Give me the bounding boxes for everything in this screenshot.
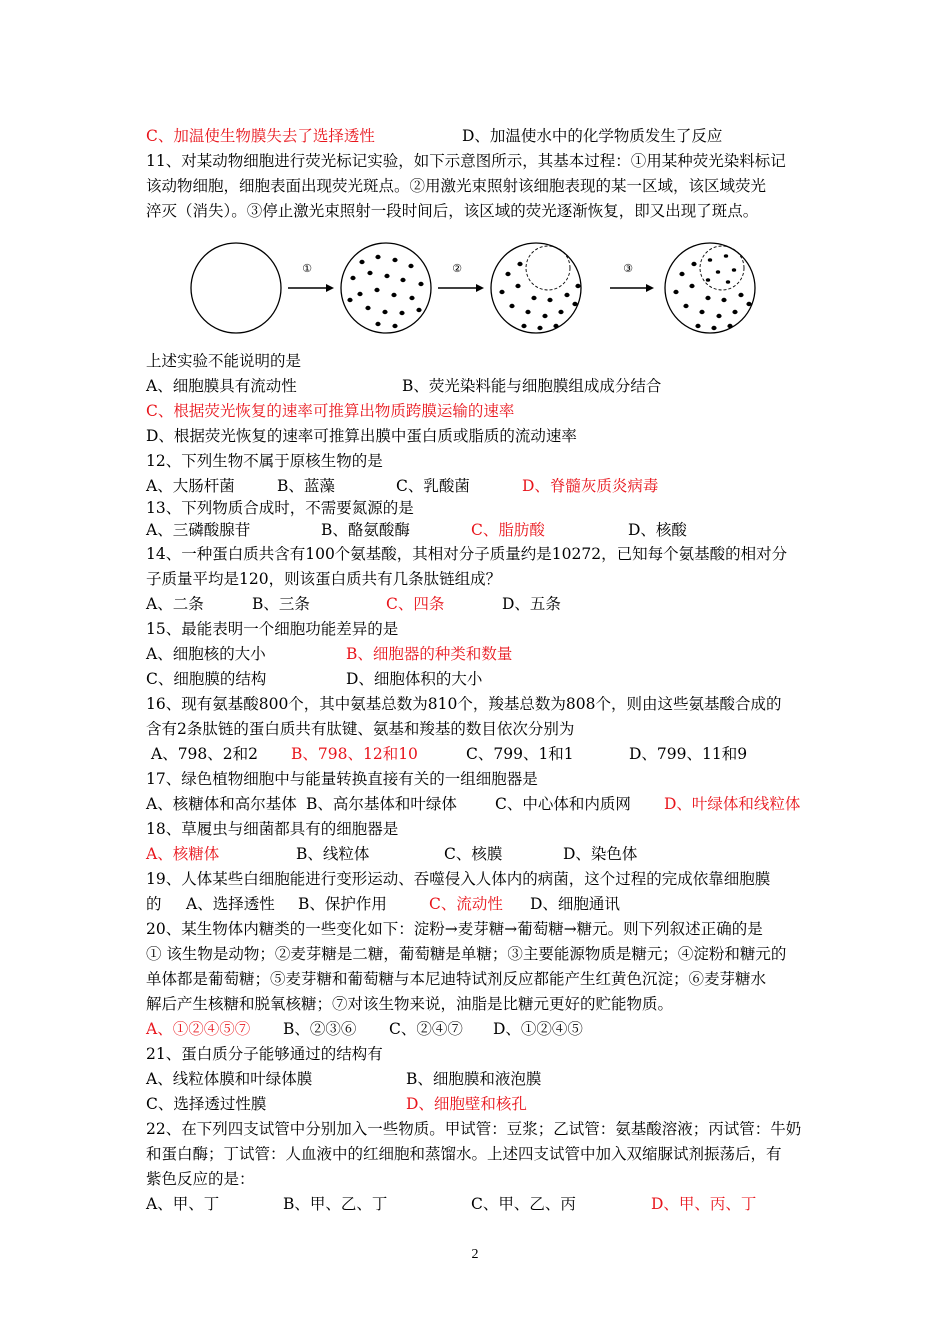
- q18-option-b: B、线粒体: [296, 845, 370, 863]
- page-number: 2: [471, 1247, 479, 1262]
- q22-stem-line3: 紫色反应的是：: [146, 1170, 255, 1188]
- q19-option-d: D、细胞通讯: [530, 895, 620, 913]
- q20-option-a: A、①②④⑤⑦: [146, 1020, 251, 1038]
- arrow-step-2: [438, 262, 484, 292]
- q19-option-a: A、选择透性: [186, 895, 275, 913]
- q18-option-c: C、核膜: [444, 845, 503, 863]
- q11-option-b: B、荧光染料能与细胞膜组成成分结合: [402, 377, 662, 395]
- q16-stem-line1: 16、现有氨基酸800个，其中氨基总数为810个，羧基总数为808个，则由这些氨基酸合成的: [146, 695, 782, 713]
- q18-option-a: A、核糖体: [146, 845, 220, 863]
- q16-option-d: D、799、11和9: [629, 745, 748, 763]
- arrow-numeral-2: ②: [452, 262, 462, 275]
- fluorescence-diagram-part2: [610, 240, 820, 335]
- q11-stem-line1: 11、对某动物细胞进行荧光标记实验，如下示意图所示，其基本过程：①用某种荧光染料标记: [146, 152, 786, 170]
- q20-option-c: C、②④⑦: [389, 1020, 463, 1038]
- q19-option-b: B、保护作用: [298, 895, 387, 913]
- q17-option-a: A、核糖体和高尔基体: [146, 795, 297, 813]
- q10-option-d: D、加温使水中的化学物质发生了反应: [462, 127, 723, 145]
- q13-stem: 13、下列物质合成时，不需要氮源的是: [146, 499, 414, 517]
- q14-option-b: B、三条: [252, 595, 310, 613]
- q20-stem-line3: 单体都是葡萄糖；⑤麦芽糖和葡萄糖与本尼迪特试剂反应都能产生红黄色沉淀；⑥麦芽糖水: [146, 970, 767, 988]
- q11-stem-line3: 淬灭（消失）。③停止激光束照射一段时间后，该区域的荧光逐渐恢复，即又出现了斑点。: [146, 202, 759, 220]
- arrow-numeral-3: ③: [623, 262, 633, 275]
- q17-option-c: C、中心体和内质网: [495, 795, 631, 813]
- q13-option-d: D、核酸: [628, 521, 687, 539]
- q22-stem-line1: 22、在下列四支试管中分别加入一些物质。甲试管：豆浆；乙试管：氨基酸溶液；丙试管：牛奶: [146, 1120, 802, 1138]
- cell-labeled: [341, 243, 431, 333]
- q11-ask: 上述实验不能说明的是: [146, 352, 302, 370]
- q12-option-a: A、大肠杆菌: [146, 477, 235, 495]
- q16-option-b: B、798、12和10: [291, 745, 418, 763]
- q20-option-b: B、②③⑥: [283, 1020, 357, 1038]
- arrow-step-3: [610, 262, 654, 292]
- q15-option-c: C、细胞膜的结构: [146, 670, 267, 688]
- q15-option-d: D、细胞体积的大小: [346, 670, 483, 688]
- q13-option-b: B、酪氨酸酶: [321, 521, 410, 539]
- q20-stem-line1: 20、某生物体内糖类的一些变化如下：淀粉→麦芽糖→葡萄糖→糖元。则下列叙述正确的是: [146, 920, 763, 938]
- q20-stem-line4: 解后产生核糖和脱氧核糖；⑦对该生物来说，油脂是比糖元更好的贮能物质。: [146, 995, 674, 1013]
- cell-bleached: [491, 243, 581, 333]
- q11-option-a: A、细胞膜具有流动性: [146, 377, 297, 395]
- q21-option-a: A、线粒体膜和叶绿体膜: [146, 1070, 313, 1088]
- q22-option-b: B、甲、乙、丁: [283, 1195, 388, 1213]
- q22-option-d: D、甲、丙、丁: [651, 1195, 757, 1213]
- q16-option-a: A、798、2和2: [151, 745, 259, 763]
- q19-stem-line1: 19、人体某些白细胞能进行变形运动、吞噬侵入人体内的病菌，这个过程的完成依靠细胞膜: [146, 870, 771, 888]
- q19-stem-line2: 的: [146, 895, 162, 913]
- q14-stem-line2: 子质量平均是120，则该蛋白质共有几条肽链组成？: [146, 570, 502, 588]
- arrow-numeral-1: ①: [302, 262, 312, 275]
- q12-option-c: C、乳酸菌: [396, 477, 470, 495]
- q15-stem: 15、最能表明一个细胞功能差异的是: [146, 620, 399, 638]
- q12-stem: 12、下列生物不属于原核生物的是: [146, 452, 383, 470]
- q17-option-d: D、叶绿体和线粒体: [664, 795, 801, 813]
- q14-option-c: C、四条: [386, 595, 445, 613]
- q17-stem: 17、绿色植物细胞中与能量转换直接有关的一组细胞器是: [146, 770, 538, 788]
- q21-option-d: D、细胞壁和核孔: [406, 1095, 527, 1113]
- bleached-region: [526, 246, 570, 290]
- q14-stem-line1: 14、一种蛋白质共含有100个氨基酸，其相对分子质量约是10272，已知每个氨基酸的相对分: [146, 545, 788, 563]
- cell-recovered: [665, 243, 755, 333]
- q20-stem-line2: ① 该生物是动物；②麦芽糖是二糖，葡萄糖是单糖；③主要能源物质是糖元；④淀粉和糖元的: [146, 945, 787, 963]
- q22-option-a: A、甲、丁: [146, 1195, 220, 1213]
- cell-unlabeled: [191, 243, 281, 333]
- fluorescence-diagram: [190, 240, 610, 335]
- q15-option-b: B、细胞器的种类和数量: [346, 645, 513, 663]
- q13-option-a: A、三磷酸腺苷: [146, 521, 251, 539]
- q16-option-c: C、799、1和1: [466, 745, 574, 763]
- q21-stem: 21、蛋白质分子能够通过的结构有: [146, 1045, 383, 1063]
- q20-option-d: D、①②④⑤: [493, 1020, 583, 1038]
- q15-option-a: A、细胞核的大小: [146, 645, 266, 663]
- q16-stem-line2: 含有2条肽链的蛋白质共有肽键、氨基和羧基的数目依次分别为: [146, 720, 575, 738]
- q11-option-d: D、根据荧光恢复的速率可推算出膜中蛋白质或脂质的流动速率: [146, 427, 577, 445]
- q21-option-c: C、选择透过性膜: [146, 1095, 267, 1113]
- q18-stem: 18、草履虫与细菌都具有的细胞器是: [146, 820, 399, 838]
- q10-option-c: C、加温使生物膜失去了选择透性: [146, 127, 375, 145]
- q11-option-c: C、根据荧光恢复的速率可推算出物质跨膜运输的速率: [146, 402, 515, 420]
- q22-stem-line2: 和蛋白酶；丁试管：人血液中的红细胞和蒸馏水。上述四支试管中加入双缩脲试剂振荡后，有: [146, 1145, 782, 1163]
- q14-option-d: D、五条: [502, 595, 561, 613]
- q21-option-b: B、细胞膜和液泡膜: [406, 1070, 542, 1088]
- q12-option-d: D、脊髓灰质炎病毒: [522, 477, 659, 495]
- q22-option-c: C、甲、乙、丙: [471, 1195, 576, 1213]
- q13-option-c: C、脂肪酸: [471, 521, 545, 539]
- q17-option-b: B、高尔基体和叶绿体: [306, 795, 457, 813]
- arrow-step-1: [288, 262, 334, 292]
- recovered-region: [700, 246, 744, 290]
- q14-option-a: A、二条: [146, 595, 204, 613]
- q11-stem-line2: 该动物细胞，细胞表面出现荧光斑点。②用激光束照射该细胞表现的某一区域，该区域荧光: [146, 177, 767, 195]
- q18-option-d: D、染色体: [563, 845, 638, 863]
- q19-option-c: C、流动性: [429, 895, 503, 913]
- q12-option-b: B、蓝藻: [277, 477, 335, 495]
